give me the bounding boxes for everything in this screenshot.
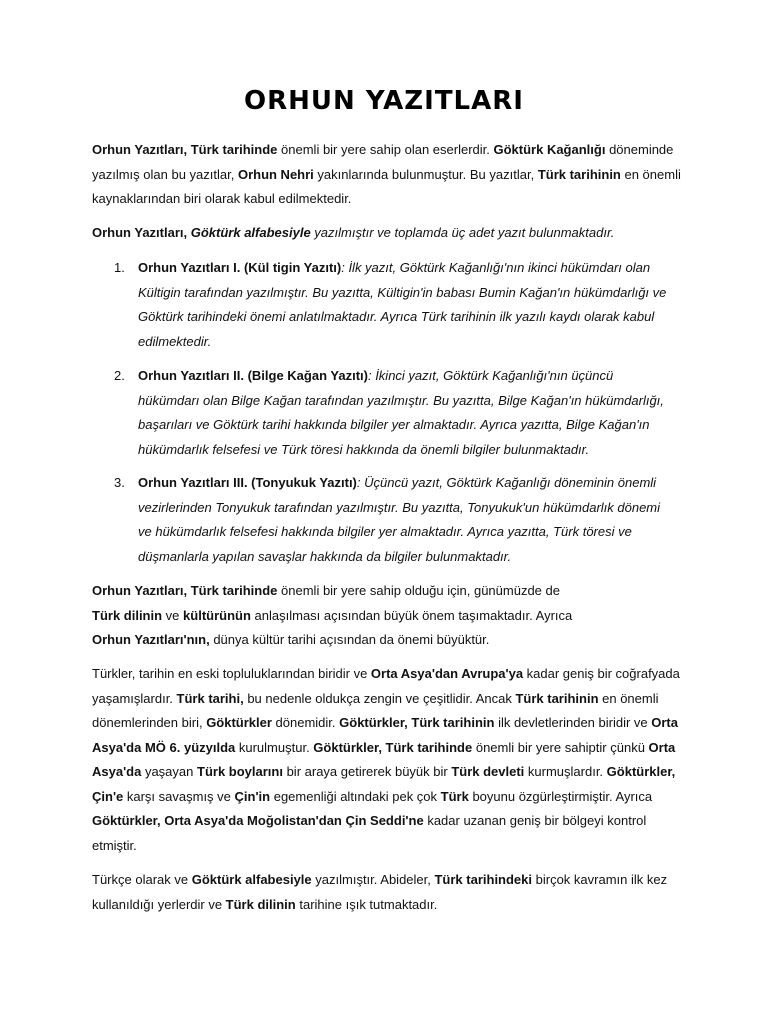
paragraph-intro: Orhun Yazıtları, Türk tarihinde önemli bir yere sahip olan eserlerdir. Göktürk Kağanlığı döneminde yazılmış olan bu yazıtlar, Orhun Nehri yakınlarında bulunmuştur. Bu yazıtlar, Türk tarihinin en önemli kaynaklarından biri olarak kabul edilmektedir. — [92, 142, 681, 206]
paragraph-gokturks: Türkler, tarihin en eski topluluklarından biridir ve Orta Asya'dan Avrupa'ya kadar geniş bir coğrafyada yaşamışlardır. Türk tarihi, bu nedenle oldukça zengin ve çeşitlidir. Ancak Türk tarihinin en önemli dönemlerinden biri, Göktürkler dönemidir. Göktürkler, Türk tarihinin ilk devletlerinden biridir ve Orta Asya'da MÖ 6. yüzyılda kurulmuştur. Göktürkler, Türk tarihinde önemli bir yere sahiptir çünkü Orta Asya'da yaşayan Türk boylarını bir araya getirerek büyük bir Türk devleti kurmuşlardır. Göktürkler, Çin'e karşı savaşmış ve Çin'in egemenliği altındaki pek çok Türk boyunu özgürleştirmiştir. Ayrıca Göktürkler, Orta Asya'da Moğolistan'dan Çin Seddi'ne kadar uzanan geniş bir bölgeyi kontrol etmiştir. — [92, 666, 680, 853]
list-number: 2. — [114, 368, 125, 383]
list-item-text: : İkinci yazıt, Göktürk Kağanlığı'nın üçüncü hükümdarı olan Bilge Kağan tarafından yazılmıştır. Bu yazıtta, Bilge Kağan'ın hükümdarlığı, başarıları ve Göktürk tarihi hakkında bilgiler yer almaktadır. Ayrıca yazıtta, Bilge Kağan'ın hükümdarlık felsefesi ve Türk töresi hakkında da önemli bilgiler bulunmaktadır. — [138, 368, 664, 457]
list-item — [114, 471, 674, 569]
list-item-text: : Üçüncü yazıt, Göktürk Kağanlığı döneminin önemli vezirlerinden Tonyukuk tarafından yazılmıştır. Bu yazıtta, Tonyukuk'un hükümdarlık dönemi ve hükümdarlık felsefesi hakkında bilgiler yer almaktadır. Ayrıca yazıtta, Türk töresi ve düşmanlarla yapılan savaşlar hakkında da bilgiler bulunmaktadır. — [138, 475, 661, 564]
paragraph-importance: Orhun Yazıtları, Türk tarihinde önemli bir yere sahip olduğu için, günümüzde de Türk dilinin ve kültürünün anlaşılması açısından büyük önem taşımaktadır. Ayrıca Orhun Yazıtları'nın, dünya kültür tarihi açısından da önemi büyüktür. — [92, 583, 573, 647]
document-title: ORHUN YAZITLARI — [244, 86, 524, 116]
list-item-text: : İlk yazıt, Göktürk Kağanlığı'nın ikinci hükümdarı olan Kültigin tarafından yazılmıştır. Bu yazıtta, Kültigin'in babası Bumin Kağan'ın hükümdarlığı ve Göktürk tarihindeki önemi anlatılmaktadır. Ayrıca Türk tarihinin ilk yazılı kaydı olarak kabul edilmektedir. — [138, 260, 667, 349]
list-item-title: Orhun Yazıtları II. (Bilge Kağan Yazıtı) — [138, 368, 368, 383]
list-item-title: Orhun Yazıtları III. (Tonyukuk Yazıtı) — [138, 475, 357, 490]
list-number: 1. — [114, 260, 125, 275]
list-item-title: Orhun Yazıtları I. (Kül tigin Yazıtı) — [138, 260, 342, 275]
list-item — [114, 364, 674, 462]
paragraph-alphabet: Orhun Yazıtları, Göktürk alfabesiyle yazılmıştır ve toplamda üç adet yazıt bulunmaktadır. — [92, 225, 615, 240]
list-item — [114, 256, 674, 354]
paragraph-language: Türkçe olarak ve Göktürk alfabesiyle yazılmıştır. Abideler, Türk tarihindeki birçok kavramın ilk kez kullanıldığı yerlerdir ve Türk dilinin tarihine ışık tutmaktadır. — [92, 872, 668, 912]
list-number: 3. — [114, 475, 125, 490]
